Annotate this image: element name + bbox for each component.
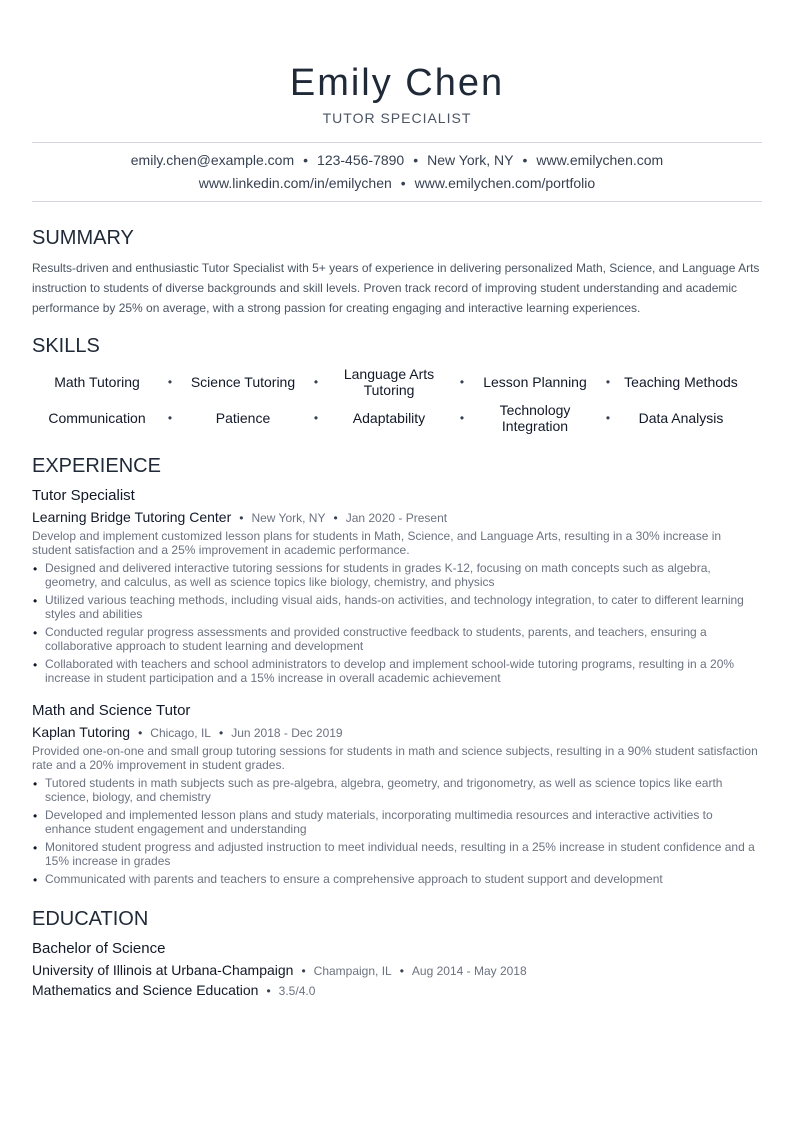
list-item: • Conducted regular progress assessments and provided constructive feedback to students, parents, and teachers, ensuring a collaborative approach to student learning and development <box>32 625 762 653</box>
linkedin-link[interactable]: www.linkedin.com/in/emilychen <box>198 175 392 191</box>
list-item: • Communicated with parents and teachers to ensure a comprehensive approach to student support and development <box>32 872 762 886</box>
separator: • <box>266 984 271 998</box>
header-divider-top <box>32 142 762 143</box>
education-meta <box>32 962 527 978</box>
skills-row <box>32 364 762 400</box>
list-item: • Tutored students in math subjects such as pre-algebra, algebra, geometry, and trigonometry, as well as science topics like earth science, biology, and chemistry <box>32 776 762 804</box>
job-meta <box>32 509 447 525</box>
list-item: • Developed and implemented lesson plans and study materials, incorporating multimedia resources and interactive activities to enhance student engagement and understanding <box>32 808 762 836</box>
skill-item: Teaching Methods <box>624 374 738 390</box>
candidate-name: Emily Chen <box>289 62 505 104</box>
candidate-role: TUTOR SPECIALIST <box>322 110 472 126</box>
separator: • <box>605 375 611 389</box>
separator: • <box>313 411 319 425</box>
gpa-value: 3.5/4.0 <box>278 984 316 998</box>
skills-heading: SKILLS <box>32 335 100 357</box>
separator: • <box>413 152 419 168</box>
list-item: • Collaborated with teachers and school administrators to develop and implement school-wide tutoring programs, resulting in a 20% increase in student participation and a 15% increase in overall academic achievement <box>32 657 762 685</box>
skills-row <box>32 400 762 436</box>
contact-line-1 <box>32 152 762 168</box>
skill-item: Language Arts Tutoring <box>343 366 435 398</box>
school-name: University of Illinois at Urbana-Champaign <box>32 962 294 978</box>
location: New York, NY <box>427 152 514 168</box>
separator: • <box>459 375 465 389</box>
skill-item: Adaptability <box>352 410 426 426</box>
separator: • <box>522 152 528 168</box>
separator: • <box>313 375 319 389</box>
education-heading: EDUCATION <box>32 908 149 930</box>
job-description: Provided one-on-one and small group tutoring sessions for students in math and science subjects, resulting in a 90% student satisfaction rate and a 20% improvement in student grades. <box>32 744 758 772</box>
separator: • <box>399 964 404 978</box>
website-link[interactable]: www.emilychen.com <box>536 152 664 168</box>
separator: • <box>218 726 224 740</box>
separator: • <box>239 511 244 525</box>
separator: • <box>138 726 143 740</box>
experience-heading: EXPERIENCE <box>32 455 161 477</box>
email-link[interactable]: emily.chen@example.com <box>130 152 295 168</box>
separator: • <box>167 375 173 389</box>
list-item: • Utilized various teaching methods, including visual aids, hands-on activities, and technology integration, to cater to different learning styles and abilities <box>32 593 762 621</box>
job-bullets <box>32 776 762 890</box>
school-location: Champaign, IL <box>313 964 392 978</box>
job-dates: Jun 2018 - Dec 2019 <box>231 726 343 740</box>
separator: • <box>333 511 338 525</box>
job-dates: Jan 2020 - Present <box>345 511 448 525</box>
major-meta <box>32 982 315 998</box>
portfolio-link[interactable]: www.emilychen.com/portfolio <box>414 175 596 191</box>
list-item: • Monitored student progress and adjusted instruction to meet individual needs, resulting in a 25% increase in student confidence and a 15% increase in grades <box>32 840 762 868</box>
skill-item: Lesson Planning <box>483 374 587 390</box>
separator: • <box>303 152 309 168</box>
summary-text: Results-driven and enthusiastic Tutor Specialist with 5+ years of experience in delivering personalized Math, Science, and Language Arts instruction to students of diverse backgrounds and skill levels. Proven track record of improving student understanding and academic performance by 25% on average, with a strong passion for creating engaging and interactive learning experiences. <box>32 261 760 315</box>
job-title: Tutor Specialist <box>32 487 135 504</box>
phone-number: 123-456-7890 <box>317 152 405 168</box>
list-item: • Designed and delivered interactive tutoring sessions for students in grades K-12, focusing on math concepts such as algebra, geometry, and calculus, as well as science topics like biology, chemistry, and physics <box>32 561 762 589</box>
job-location: New York, NY <box>251 511 326 525</box>
separator: • <box>459 411 465 425</box>
education-dates: Aug 2014 - May 2018 <box>411 964 527 978</box>
job-location: Chicago, IL <box>150 726 211 740</box>
contact-line-2 <box>32 175 762 191</box>
skill-item: Communication <box>48 410 146 426</box>
job-title: Math and Science Tutor <box>32 702 191 719</box>
separator: • <box>605 411 611 425</box>
skill-item: Science Tutoring <box>190 374 296 390</box>
separator: • <box>301 964 306 978</box>
degree-title: Bachelor of Science <box>32 940 166 957</box>
skill-item: Technology Integration <box>499 402 571 434</box>
skill-item: Patience <box>215 410 271 426</box>
skill-item: Data Analysis <box>638 410 724 426</box>
header-divider-bottom <box>32 201 762 202</box>
major-name: Mathematics and Science Education <box>32 982 259 998</box>
separator: • <box>400 175 406 191</box>
company-name: Kaplan Tutoring <box>32 724 131 740</box>
job-description: Develop and implement customized lesson plans for students in Math, Science, and Language Arts, resulting in a 30% increase in student satisfaction and a 25% improvement in academic performance. <box>32 529 722 557</box>
skill-item: Math Tutoring <box>54 374 140 390</box>
job-bullets <box>32 561 762 689</box>
skills-grid <box>32 364 762 436</box>
company-name: Learning Bridge Tutoring Center <box>32 509 232 525</box>
summary-heading: SUMMARY <box>32 227 134 249</box>
separator: • <box>167 411 173 425</box>
job-meta <box>32 724 343 740</box>
